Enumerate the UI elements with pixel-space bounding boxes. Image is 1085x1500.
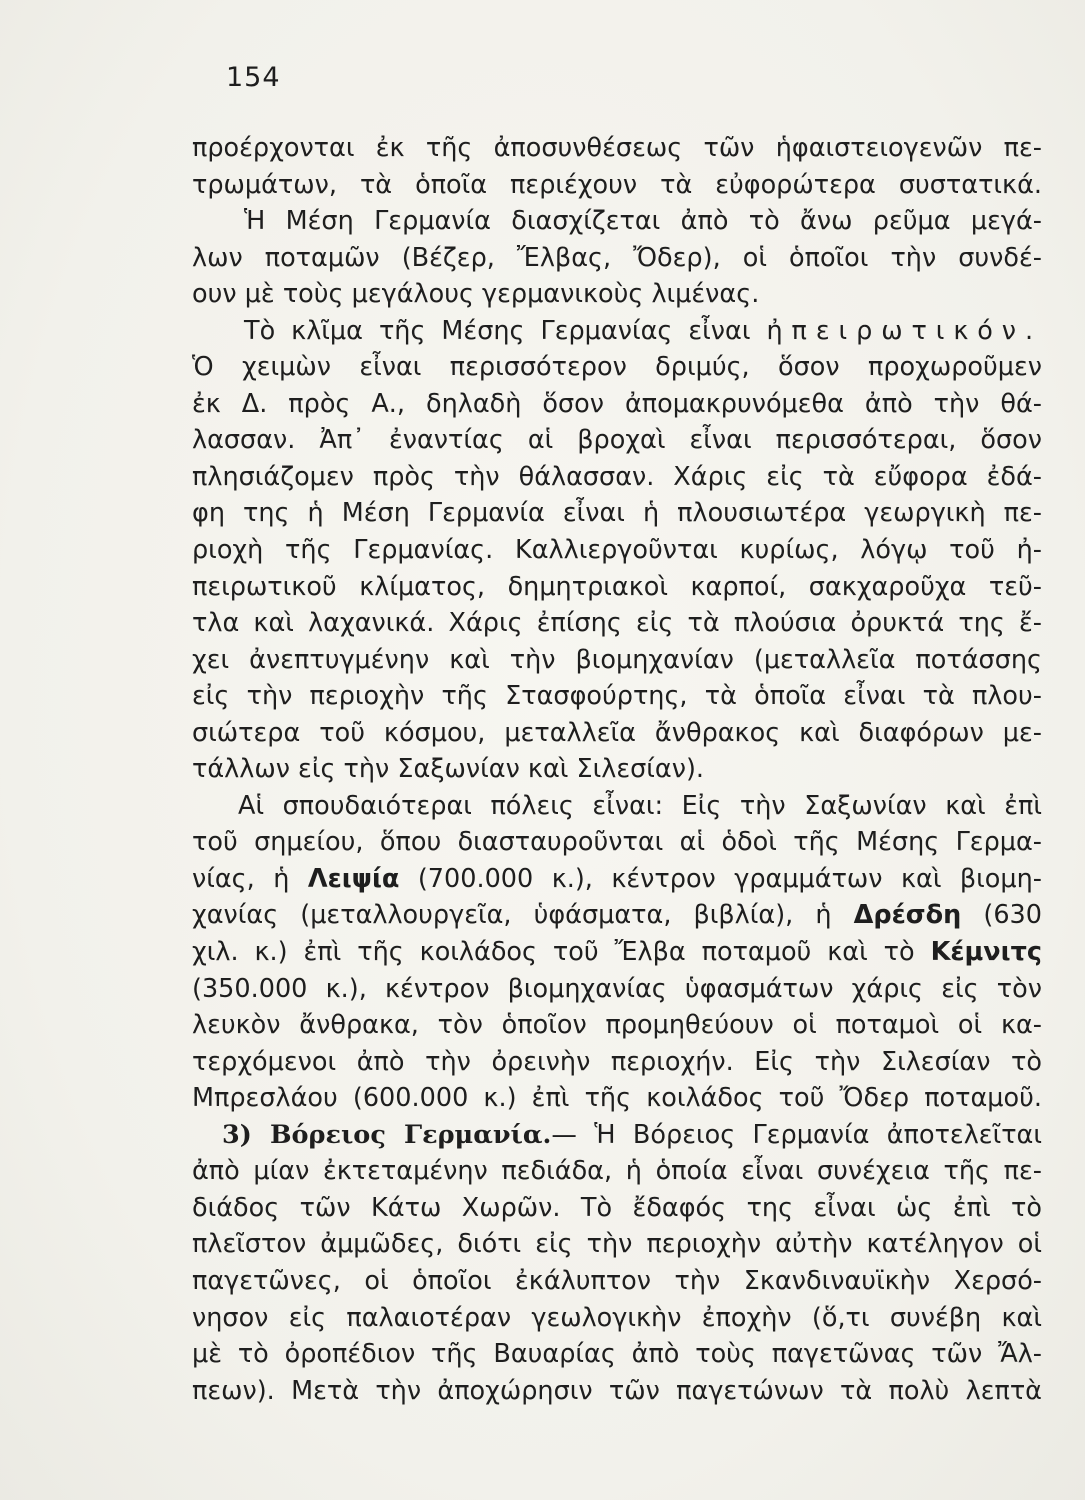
line-segment: (700.000 κ.), κέντρον γραμμάτων καὶ βιομη-: [399, 863, 1042, 894]
text-line: τρωμάτων, τὰ ὁποῖα περιέχουν τὰ εὐφορώτερα συστατικά.: [192, 169, 1042, 200]
text-line: Μπρεσλάου (600.000 κ.) ἐπὶ τῆς κοιλάδος τοῦ Ὄδερ ποταμοῦ.: [192, 1083, 1042, 1114]
body-text: [192, 130, 1042, 1409]
section-heading: 3) Βόρειος Γερμανία.: [222, 1119, 552, 1150]
text-line: πειρωτικοῦ κλίματος, δημητριακοὶ καρποί, σακχαροῦχα τεῦ-: [192, 571, 1042, 602]
text-line: προέρχονται ἐκ τῆς ἀποσυνθέσεως τῶν ἡφαιστειογενῶν πε-: [192, 133, 1042, 163]
text-line: μὲ τὸ ὀροπέδιον τῆς Βαυαρίας ἀπὸ τοὺς παγετῶνας τῶν Ἄλ-: [192, 1339, 1042, 1370]
text-line: λασσαν. Ἀπ᾽ ἐναντίας αἱ βροχαὶ εἶναι περισσότεραι, ὅσον: [192, 425, 1042, 456]
text-line: (350.000 κ.), κέντρον βιομηχανίας ὑφασμάτων χάρις εἰς τὸν: [192, 973, 1042, 1004]
line-segment: χανίας (μεταλλουργεῖα, ὑφάσματα, βιβλία), ἡ: [192, 900, 854, 931]
text-line: [192, 313, 1042, 350]
text-line: [192, 897, 1042, 934]
page-number: 154: [226, 62, 281, 93]
text-line: ριοχὴ τῆς Γερμανίας. Καλλιεργοῦνται κυρίως, λόγῳ τοῦ ἠ-: [192, 535, 1042, 566]
text-line: χει ἀνεπτυγμένην καὶ τὴν βιομηχανίαν (μεταλλεῖα ποτάσσης: [192, 644, 1042, 675]
text-line: πεων). Μετὰ τὴν ἀποχώρησιν τῶν παγετώνων τὰ πολὺ λεπτὰ: [192, 1375, 1042, 1406]
text-line: τλα καὶ λαχανικά. Χάρις ἐπίσης εἰς τὰ πλούσια ὀρυκτά της ἔ-: [192, 608, 1042, 639]
city-name-dresden: Δρέσδη: [853, 900, 962, 931]
text-line: ἀπὸ μίαν ἐκτεταμένην πεδιάδα, ἡ ὁποία εἶναι συνέχεια τῆς πε-: [192, 1156, 1042, 1187]
text-line: Ὁ χειμὼν εἶναι περισσότερον δριμύς, ὅσον προχωροῦμεν: [192, 352, 1042, 383]
text-line: πλησιάζομεν πρὸς τὴν θάλασσαν. Χάρις εἰς τὰ εὔφορα ἐδά-: [192, 461, 1042, 492]
line-segment: — Ἡ Βόρειος Γερμανία ἀποτελεῖται: [551, 1119, 1042, 1150]
city-name-leipzig: Λειψία: [307, 863, 400, 894]
text-line: τάλλων εἰς τὴν Σαξωνίαν καὶ Σιλεσίαν).: [192, 754, 705, 785]
text-line: σιώτερα τοῦ κόσμου, μεταλλεῖα ἄνθρακος καὶ διαφόρων με-: [192, 717, 1042, 748]
text-line: λων ποταμῶν (Βέζερ, Ἔλβας, Ὄδερ), οἱ ὁποῖοι τὴν συνδέ-: [192, 242, 1042, 273]
text-line: Αἱ σπουδαιότεραι πόλεις εἶναι: Εἰς τὴν Σαξωνίαν καὶ ἐπὶ: [238, 790, 1042, 821]
line-segment: Τὸ κλῖμα τῆς Μέσης Γερμανίας εἶναι: [244, 315, 767, 346]
text-line: νησον εἰς παλαιοτέραν γεωλογικὴν ἐποχὴν (ὅ,τι συνέβη καὶ: [192, 1302, 1042, 1333]
section-heading-line: [192, 1117, 1042, 1154]
text-line: πλεῖστον ἀμμῶδες, διότι εἰς τὴν περιοχὴν αὐτὴν κατέληγον οἱ: [192, 1229, 1042, 1260]
text-line: φη της ἡ Μέση Γερμανία εἶναι ἡ πλουσιωτέρα γεωργικὴ πε-: [192, 498, 1042, 529]
line-segment: νίας, ἡ: [192, 863, 308, 894]
line-segment: (630: [961, 900, 1042, 931]
text-line: εἰς τὴν περιοχὴν τῆς Στασφούρτης, τὰ ὁποῖα εἶναι τὰ πλου-: [192, 681, 1042, 712]
text-line: ἐκ Δ. πρὸς Α., δηλαδὴ ὅσον ἀπομακρυνόμεθα ἀπὸ τὴν θά-: [192, 388, 1042, 419]
emphasized-term: ἠπειρωτικόν.: [766, 315, 1042, 346]
text-line: [192, 861, 1042, 898]
text-line: τερχόμενοι ἀπὸ τὴν ὀρεινὴν περιοχήν. Εἰς τὴν Σιλεσίαν τὸ: [192, 1046, 1042, 1077]
text-line: Ἡ Μέση Γερμανία διασχίζεται ἀπὸ τὸ ἄνω ρεῦμα μεγά-: [244, 206, 1042, 237]
text-line: παγετῶνες, οἱ ὁποῖοι ἐκάλυπτον τὴν Σκανδιναυϊκὴν Χερσό-: [192, 1265, 1042, 1296]
text-line: διάδος τῶν Κάτω Χωρῶν. Τὸ ἔδαφός της εἶναι ὡς ἐπὶ τὸ: [192, 1192, 1042, 1223]
line-segment: χιλ. κ.) ἐπὶ τῆς κοιλάδος τοῦ Ἔλβα ποταμοῦ καὶ τὸ: [192, 937, 931, 968]
text-line: τοῦ σημείου, ὅπου διασταυροῦνται αἱ ὁδοὶ τῆς Μέσης Γερμα-: [192, 827, 1042, 858]
text-line: λευκὸν ἄνθρακα, τὸν ὁποῖον προμηθεύουν οἱ ποταμοὶ οἱ κα-: [192, 1010, 1042, 1041]
city-name-chemnitz: Κέμνιτς: [930, 937, 1042, 968]
text-line: ουν μὲ τοὺς μεγάλους γερμανικοὺς λιμένας.: [192, 279, 760, 310]
text-line: [192, 934, 1042, 971]
